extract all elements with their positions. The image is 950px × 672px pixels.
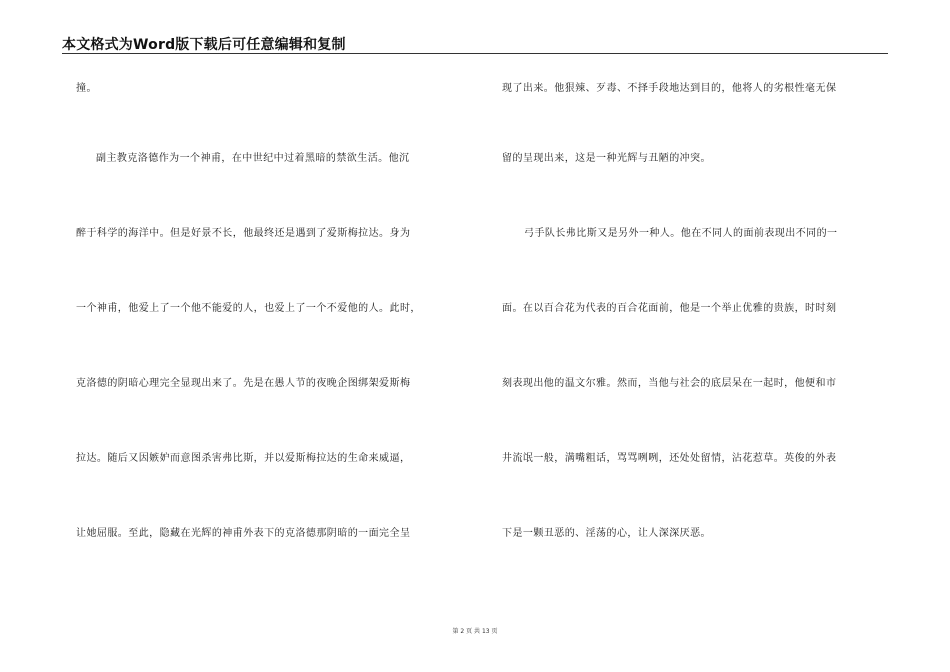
left-line-7: 让她屈服。至此，隐藏在光辉的神甫外表下的克洛德那阴暗的一面完全呈 (76, 528, 411, 539)
left-line-5: 克洛德的阴暗心理完全显现出来了。先是在愚人节的夜晚企图绑架爱斯梅 (76, 378, 411, 389)
right-line-7: 下是一颗丑恶的、淫荡的心，让人深深厌恶。 (502, 528, 711, 539)
header-divider (62, 53, 888, 54)
right-line-5: 刻表现出他的温文尔雅。然而，当他与社会的底层呆在一起时，他便和市 (502, 378, 837, 389)
page-number-footer: 第 2 页 共 13 页 (452, 628, 498, 635)
page-header-title: 本文格式为Word版下载后可任意编辑和复制 (62, 37, 346, 53)
left-line-2: 副主教克洛德作为一个神甫，在中世纪中过着黑暗的禁欲生活。他沉 (96, 153, 410, 164)
left-line-3: 醉于科学的海洋中。但是好景不长，他最终还是遇到了爱斯梅拉达。身为 (76, 228, 411, 239)
right-line-6: 井流氓一般，满嘴粗话，骂骂咧咧，还处处留情，沾花惹草。英俊的外表 (502, 453, 837, 464)
right-line-1: 现了出来。他狠辣、歹毒、不择手段地达到目的，他将人的劣根性毫无保 (502, 83, 837, 94)
left-line-6: 拉达。随后又因嫉妒而意图杀害弗比斯，并以爱斯梅拉达的生命来威逼， (76, 453, 411, 464)
right-line-4: 面。在以百合花为代表的百合花面前，他是一个举止优雅的贵族，时时刻 (502, 303, 837, 314)
right-line-2: 留的呈现出来，这是一种光辉与丑陋的冲突。 (502, 153, 711, 164)
left-line-1: 撞。 (76, 83, 97, 94)
right-line-3: 弓手队长弗比斯又是另外一种人。他在不同人的面前表现出不同的一 (524, 228, 838, 239)
left-line-4: 一个神甫，他爱上了一个他不能爱的人，也爱上了一个不爱他的人。此时， (76, 303, 421, 314)
